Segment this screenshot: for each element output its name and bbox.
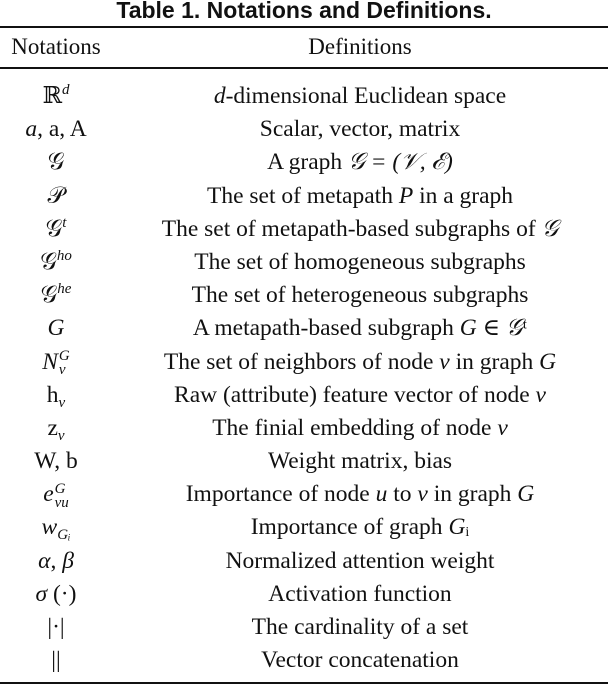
definition-part: ᵗ: [522, 315, 528, 342]
notation-symbol: 𝒢: [40, 248, 57, 275]
notation-part: , a, A: [37, 116, 87, 143]
definition-cell: [112, 478, 608, 511]
definition-part: v: [417, 481, 428, 508]
definition-part: The set of metapath-based subgraphs of: [161, 215, 542, 242]
definition-cell: [112, 80, 608, 113]
table-row: [0, 312, 608, 345]
definition-part: The cardinality of a set: [251, 614, 469, 640]
definition-cell: [112, 213, 608, 246]
definition-part: ᵢ: [465, 514, 470, 541]
notation-symbol: w: [41, 514, 58, 541]
notation-symbol: z: [47, 414, 58, 441]
top-rule: [0, 26, 608, 28]
definition-cell: [112, 113, 608, 146]
definition-part: in a graph: [413, 182, 514, 209]
notation-cell: [0, 146, 112, 179]
definition-part: The set of metapath: [206, 182, 399, 209]
definition-cell: [112, 545, 608, 578]
definition-part: Importance of graph: [250, 514, 449, 541]
definition-part: v: [535, 381, 546, 408]
notation-scripts: [55, 482, 69, 510]
definition-part: 𝒢 = (𝒱, ℰ): [348, 149, 453, 176]
definition-part: -dimensional Euclidean space: [225, 83, 507, 109]
definition-part: P: [398, 182, 414, 209]
definition-part: A metapath-based subgraph: [192, 315, 460, 342]
definition-part: A graph: [267, 149, 349, 176]
notation-cell: [0, 279, 112, 312]
definition-part: The finial embedding of node: [212, 414, 498, 441]
notation-cell: [0, 113, 112, 146]
notation-cell: [0, 180, 112, 213]
definition-part: G: [517, 481, 535, 508]
table-row: [0, 578, 608, 611]
notation-subscript: Gᵢ: [57, 527, 71, 544]
definition-cell: [112, 279, 608, 312]
notation-symbol: e: [43, 481, 54, 508]
definition-part: Scalar, vector, matrix: [259, 116, 461, 143]
notation-symbol: G: [47, 315, 65, 342]
notation-subscript: v: [58, 394, 66, 411]
definition-cell: [112, 346, 608, 379]
notation-symbol: 𝒢: [45, 215, 63, 242]
notation-part: (·): [47, 580, 77, 607]
notation-cell: [0, 478, 112, 511]
definition-part: G: [539, 348, 557, 375]
table-row: [0, 611, 608, 644]
definition-part: d: [213, 83, 226, 109]
definition-cell: [112, 246, 608, 279]
notation-cell: [0, 578, 112, 611]
table-row: [0, 279, 608, 312]
table-row: [0, 180, 608, 213]
table-row: [0, 511, 608, 544]
definition-part: Weight matrix, bias: [267, 448, 453, 475]
notation-cell: [0, 644, 112, 677]
table-row: [0, 412, 608, 445]
notation-cell: [0, 346, 112, 379]
notation-symbol: 𝒫: [47, 182, 65, 209]
notation-superscript: ho: [56, 247, 72, 264]
definition-cell: [112, 379, 608, 412]
definition-part: Activation function: [268, 580, 452, 607]
table-row: [0, 146, 608, 179]
definition-part: G: [448, 514, 466, 541]
definition-part: 𝒢: [541, 215, 559, 242]
notation-cell: [0, 511, 112, 544]
notation-superscript: G: [54, 480, 66, 497]
notation-cell: [0, 379, 112, 412]
table-row: [0, 545, 608, 578]
definition-part: Raw (attribute) feature vector of node: [174, 381, 536, 408]
notation-cell: [0, 445, 112, 478]
notation-cell: [0, 213, 112, 246]
definition-cell: [112, 578, 608, 611]
table-row: [0, 478, 608, 511]
notation-superscript: d: [62, 82, 70, 98]
notation-part: β: [62, 547, 74, 574]
notation-superscript: G: [58, 348, 70, 365]
notation-symbol: 𝒢: [40, 282, 58, 309]
notation-symbol: ℝ: [42, 83, 63, 109]
definition-part: 𝒢: [505, 315, 523, 342]
definition-cell: [112, 511, 608, 544]
notation-cell: [0, 611, 112, 644]
definition-cell: [112, 180, 608, 213]
notation-cell: [0, 80, 112, 113]
definition-part: in graph: [449, 348, 540, 375]
definition-cell: [112, 312, 608, 345]
bottom-rule: [0, 682, 608, 684]
header-notations: Notations: [11, 34, 101, 59]
definition-cell: [112, 146, 608, 179]
notation-part: σ: [35, 580, 48, 607]
table-row: [0, 445, 608, 478]
table-caption: Table 1. Notations and Definitions.: [116, 0, 492, 23]
definition-cell: [112, 611, 608, 644]
notation-subscript: v: [57, 427, 65, 444]
definition-part: Normalized attention weight: [225, 547, 495, 574]
notation-symbol: N: [42, 348, 58, 375]
notation-scripts: [59, 349, 70, 377]
table-body: [0, 80, 608, 677]
table-row: [0, 213, 608, 246]
notation-cell: [0, 412, 112, 445]
notation-part: W, b: [34, 448, 78, 475]
notation-symbol: h: [46, 381, 59, 408]
table-row: [0, 379, 608, 412]
table-row: [0, 80, 608, 113]
notation-part: ,: [50, 547, 63, 574]
definition-part: Vector concatenation: [261, 647, 459, 674]
definition-part: Importance of node: [185, 481, 376, 508]
table-row: [0, 346, 608, 379]
notation-part: α: [38, 547, 51, 574]
definition-part: The set of heterogeneous subgraphs: [191, 282, 529, 309]
definition-part: to: [387, 481, 418, 508]
definition-cell: [112, 644, 608, 677]
notation-subscript: vu: [54, 494, 69, 511]
notation-part: a: [25, 116, 38, 143]
definition-part: v: [439, 348, 450, 375]
table-row: [0, 113, 608, 146]
definition-part: v: [497, 414, 508, 441]
notation-part: |·|: [47, 614, 65, 640]
notation-cell: [0, 246, 112, 279]
definition-cell: [112, 412, 608, 445]
definition-cell: [112, 445, 608, 478]
notation-cell: [0, 545, 112, 578]
definition-part: The set of neighbors of node: [163, 348, 440, 375]
notation-part: ||: [51, 647, 61, 674]
definition-part: The set of homogeneous subgraphs: [194, 248, 526, 275]
notation-superscript: he: [57, 281, 72, 298]
definition-part: G: [459, 315, 477, 342]
notation-subscript: v: [58, 362, 66, 379]
table-row: [0, 644, 608, 677]
notation-cell: [0, 312, 112, 345]
notation-superscript: t: [62, 214, 67, 231]
definition-part: ∈: [476, 315, 506, 342]
notation-symbol: 𝒢: [47, 149, 65, 176]
table-row: [0, 246, 608, 279]
definition-part: in graph: [427, 481, 518, 508]
header-definitions: Definitions: [308, 34, 412, 59]
definition-part: u: [375, 481, 388, 508]
header-rule: [0, 67, 608, 69]
